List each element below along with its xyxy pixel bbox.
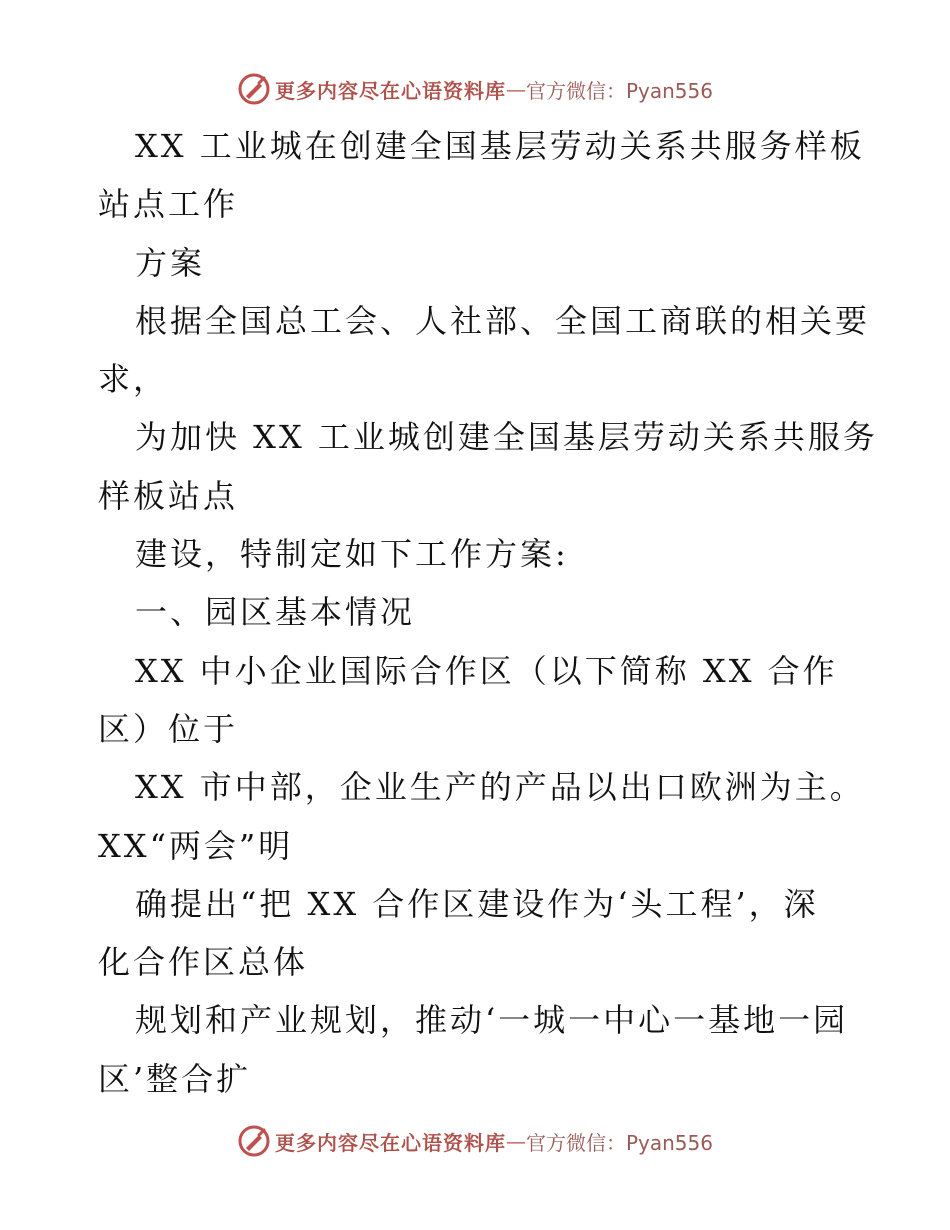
banner-brand-text: 更多内容尽在心语资料库 [274,1130,506,1155]
text-line: XX 市中部，企业生产的产品以出口欧洲为主。 [135,768,865,807]
footer-watermark-banner [0,1124,950,1158]
banner-wechat-text: 官方微信：Pyan556 [525,1130,713,1155]
text-line: XX 中小企业国际合作区（以下简称 XX 合作 [135,651,838,690]
header-watermark-banner [0,72,950,106]
logo-icon [237,72,271,106]
text-line: 站点工作 [98,185,239,224]
text-line: 区’整合扩 [98,1059,252,1098]
text-line: 方案 [135,243,206,282]
text-line: 建设，特制定如下工作方案: [135,535,569,574]
text-line: 根据全国总工会、人社部、全国工商联的相关要 [135,301,871,340]
text-line: 求， [98,360,169,399]
banner-separator: — [505,77,526,101]
text-line: 化合作区总体 [98,943,309,982]
text-line: 规划和产业规划，推动‘一城一中心一基地一园 [135,1001,849,1040]
text-line: 样板站点 [98,476,239,515]
section-heading: 一、园区基本情况 [135,593,416,632]
banner-brand-text: 更多内容尽在心语资料库 [274,78,506,103]
text-line: XX 工业城在创建全国基层劳动关系共服务样板 [135,127,865,165]
text-line: 确提出“把 XX 合作区建设作为‘头工程’，深 [135,884,819,923]
banner-separator: — [505,1129,526,1153]
logo-icon [237,1124,271,1158]
text-line: 区）位于 [98,709,239,748]
text-line: 为加快 XX 工业城创建全国基层劳动关系共服务 [135,418,878,457]
text-line: XX“两会”明 [98,826,294,865]
document-body [98,117,878,1108]
banner-wechat-text: 官方微信：Pyan556 [525,78,713,103]
